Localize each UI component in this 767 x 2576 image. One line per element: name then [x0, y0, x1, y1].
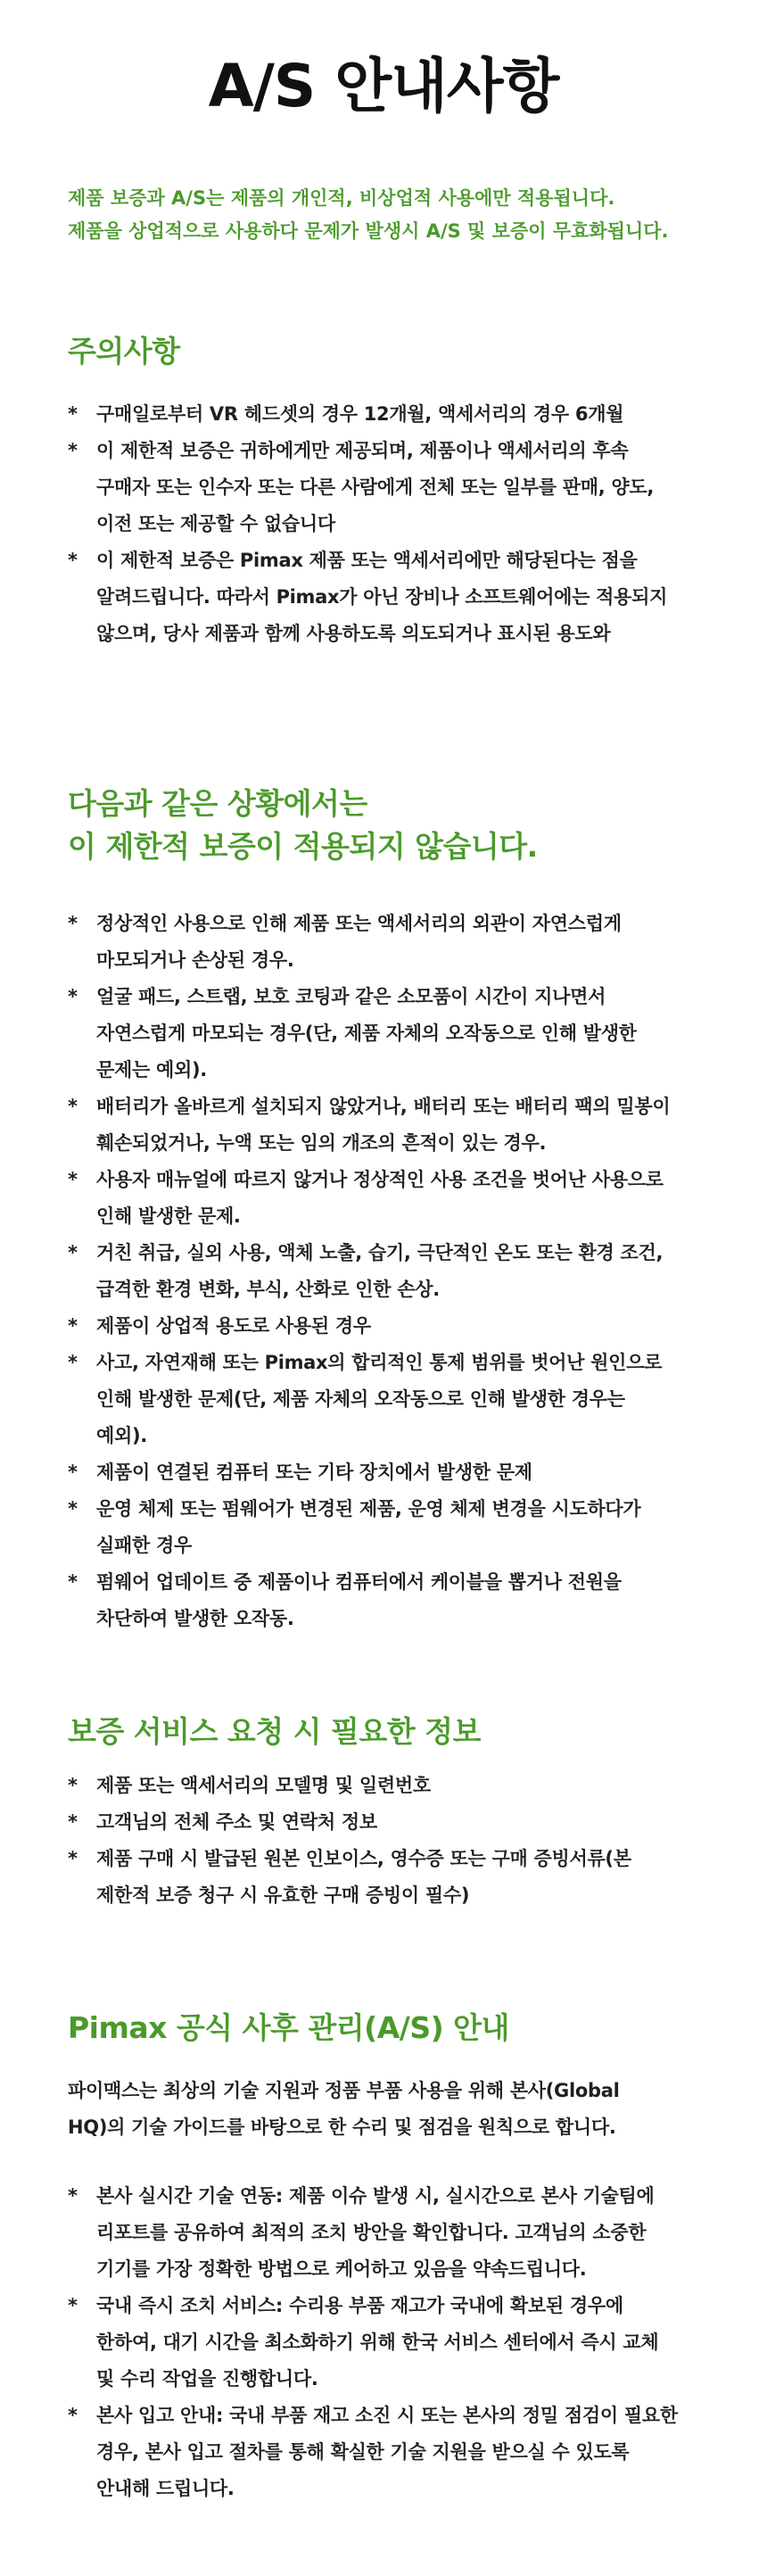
section-title-line: 다음과 같은 상황에서는 [68, 786, 367, 821]
intro-notice [68, 182, 699, 248]
bullet-mark: * [68, 403, 78, 425]
list-item [68, 2288, 699, 2398]
list-item-line: 구매자 또는 인수자 또는 다른 사람에게 전체 또는 일부를 판매, 양도, [96, 476, 655, 498]
paragraph-line: 파이맥스는 최상의 기술 지원과 정품 부품 사용을 위해 본사(Global [68, 2080, 620, 2101]
required-info-section-title: 보증 서비스 요청 시 필요한 정보 [68, 1714, 481, 1749]
official-as-list [68, 2178, 699, 2507]
list-item-line: 제품이 연결된 컴퓨터 또는 기타 장치에서 발생한 문제 [96, 1462, 532, 1483]
bullet-mark: * [68, 1848, 78, 1869]
section-title-line: 이 제한적 보증이 적용되지 않습니다. [68, 829, 538, 864]
list-item [68, 2398, 699, 2507]
list-item-line: 배터리가 올바르게 설치되지 않았거나, 배터리 또는 배터리 팩의 밀봉이 [96, 1096, 671, 1117]
list-item-line: 국내 즉시 조치 서비스: 수리용 부품 재고가 국내에 확보된 경우에 [96, 2295, 623, 2316]
list-item-line: 및 수리 작업을 진행합니다. [96, 2368, 318, 2390]
list-item-line: 자연스럽게 마모되는 경우(단, 제품 자체의 오작동으로 인해 발생한 [96, 1023, 637, 1044]
bullet-mark: * [68, 1315, 78, 1337]
list-item [68, 1454, 699, 1491]
bullet-mark: * [68, 2295, 78, 2316]
list-item-line: 문제는 예외). [96, 1059, 207, 1081]
list-item-line: 본사 입고 안내: 국내 부품 재고 소진 시 또는 본사의 정밀 점검이 필요한 [96, 2405, 678, 2426]
list-item-line: 훼손되었거나, 누액 또는 임의 개조의 흔적이 있는 경우. [96, 1132, 547, 1154]
list-item [68, 1235, 699, 1308]
list-item [68, 1564, 699, 1637]
list-item-line: 구매일로부터 VR 헤드셋의 경우 12개월, 액세서리의 경우 6개월 [96, 403, 624, 425]
list-item-line: 차단하여 발생한 오작동. [96, 1608, 294, 1629]
bullet-mark: * [68, 1169, 78, 1190]
list-item-line: 제품 또는 액세서리의 모델명 및 일련번호 [96, 1775, 431, 1796]
list-item-line: 고객님의 전체 주소 및 연락처 정보 [96, 1811, 377, 1833]
caution-list [68, 396, 699, 652]
bullet-mark: * [68, 913, 78, 934]
list-item-line: 얼굴 패드, 스트랩, 보호 코팅과 같은 소모품이 시간이 지나면서 [96, 986, 606, 1007]
list-item-line: 사고, 자연재해 또는 Pimax의 합리적인 통제 범위를 벗어난 원인으로 [96, 1352, 663, 1373]
list-item-line: 않으며, 당사 제품과 함께 사용하도록 의도되거나 표시된 용도와 [96, 623, 611, 644]
list-item-line: 리포트를 공유하여 최적의 조치 방안을 확인합니다. 고객님의 소중한 [96, 2222, 647, 2243]
list-item-line: 급격한 환경 변화, 부식, 산화로 인한 손상. [96, 1279, 440, 1300]
list-item [68, 1308, 699, 1345]
list-item-line: 마모되거나 손상된 경우. [96, 949, 294, 971]
list-item [68, 433, 699, 543]
list-item-line: 경우, 본사 입고 절차를 통해 확실한 기술 지원을 받으실 수 있도록 [96, 2441, 630, 2463]
list-item [68, 979, 699, 1089]
required-info-list [68, 1768, 699, 1914]
list-item-line: 운영 체제 또는 펌웨어가 변경된 제품, 운영 체제 변경을 시도하다가 [96, 1498, 641, 1520]
list-item [68, 1768, 699, 1804]
list-item [68, 543, 699, 652]
bullet-mark: * [68, 1775, 78, 1796]
list-item [68, 396, 699, 433]
list-item-line: 펌웨어 업데이트 중 제품이나 컴퓨터에서 케이블을 뽑거나 전원을 [96, 1571, 622, 1593]
bullet-mark: * [68, 440, 78, 461]
list-item [68, 906, 699, 979]
page-title: A/S 안내사항 [208, 52, 559, 120]
bullet-mark: * [68, 1498, 78, 1520]
bullet-mark: * [68, 2185, 78, 2207]
list-item-line: 알려드립니다. 따라서 Pimax가 아닌 장비나 소프트웨어에는 적용되지 [96, 586, 668, 608]
bullet-mark: * [68, 550, 78, 571]
list-item-line: 제품이 상업적 용도로 사용된 경우 [96, 1315, 371, 1337]
bullet-mark: * [68, 1352, 78, 1373]
bullet-mark: * [68, 1571, 78, 1593]
bullet-mark: * [68, 986, 78, 1007]
list-item-line: 거친 취급, 실외 사용, 액체 노출, 습기, 극단적인 온도 또는 환경 조건, [96, 1242, 664, 1263]
list-item-line: 한하여, 대기 시간을 최소화하기 위해 한국 서비스 센터에서 즉시 교체 [96, 2332, 659, 2353]
intro-line: 제품을 상업적으로 사용하다 문제가 발생시 A/S 및 보증이 무효화됩니다. [68, 220, 669, 242]
official-as-section-title: Pimax 공식 사후 관리(A/S) 안내 [68, 2010, 509, 2045]
list-item-line: 인해 발생한 문제. [96, 1205, 241, 1227]
bullet-mark: * [68, 2405, 78, 2426]
list-item-line: 이 제한적 보증은 귀하에게만 제공되며, 제품이나 액세서리의 후속 [96, 440, 629, 461]
list-item-line: 이전 또는 제공할 수 없습니다 [96, 513, 335, 534]
list-item [68, 2178, 699, 2288]
bullet-mark: * [68, 1811, 78, 1833]
list-item-line: 인해 발생한 문제(단, 제품 자체의 오작동으로 인해 발생한 경우는 [96, 1388, 625, 1410]
bullet-mark: * [68, 1462, 78, 1483]
list-item [68, 1804, 699, 1841]
list-item [68, 1089, 699, 1162]
list-item-line: 이 제한적 보증은 Pimax 제품 또는 액세서리에만 해당된다는 점을 [96, 550, 638, 571]
list-item-line: 예외). [96, 1425, 147, 1446]
list-item-line: 실패한 경우 [96, 1535, 192, 1556]
list-item-line: 안내해 드립니다. [96, 2478, 235, 2499]
intro-line: 제품 보증과 A/S는 제품의 개인적, 비상업적 사용에만 적용됩니다. [68, 187, 615, 209]
bullet-mark: * [68, 1096, 78, 1117]
list-item [68, 1491, 699, 1564]
list-item-line: 기기를 가장 정확한 방법으로 케어하고 있음을 약속드립니다. [96, 2258, 587, 2280]
list-item [68, 1841, 699, 1914]
paragraph-line: HQ)의 기술 가이드를 바탕으로 한 수리 및 점검을 원칙으로 합니다. [68, 2116, 616, 2138]
exclusions-list [68, 906, 699, 1637]
official-as-paragraph [68, 2073, 699, 2146]
list-item [68, 1345, 699, 1454]
list-item [68, 1162, 699, 1235]
list-item-line: 사용자 매뉴얼에 따르지 않거나 정상적인 사용 조건을 벗어난 사용으로 [96, 1169, 664, 1190]
caution-section-title: 주의사항 [68, 334, 180, 369]
exclusions-section-title [68, 783, 699, 868]
list-item-line: 본사 실시간 기술 연동: 제품 이슈 발생 시, 실시간으로 본사 기술팀에 [96, 2185, 655, 2207]
list-item-line: 제품 구매 시 발급된 원본 인보이스, 영수증 또는 구매 증빙서류(본 [96, 1848, 631, 1869]
list-item-line: 제한적 보증 청구 시 유효한 구매 증빙이 필수) [96, 1884, 470, 1906]
bullet-mark: * [68, 1242, 78, 1263]
list-item-line: 정상적인 사용으로 인해 제품 또는 액세서리의 외관이 자연스럽게 [96, 913, 622, 934]
